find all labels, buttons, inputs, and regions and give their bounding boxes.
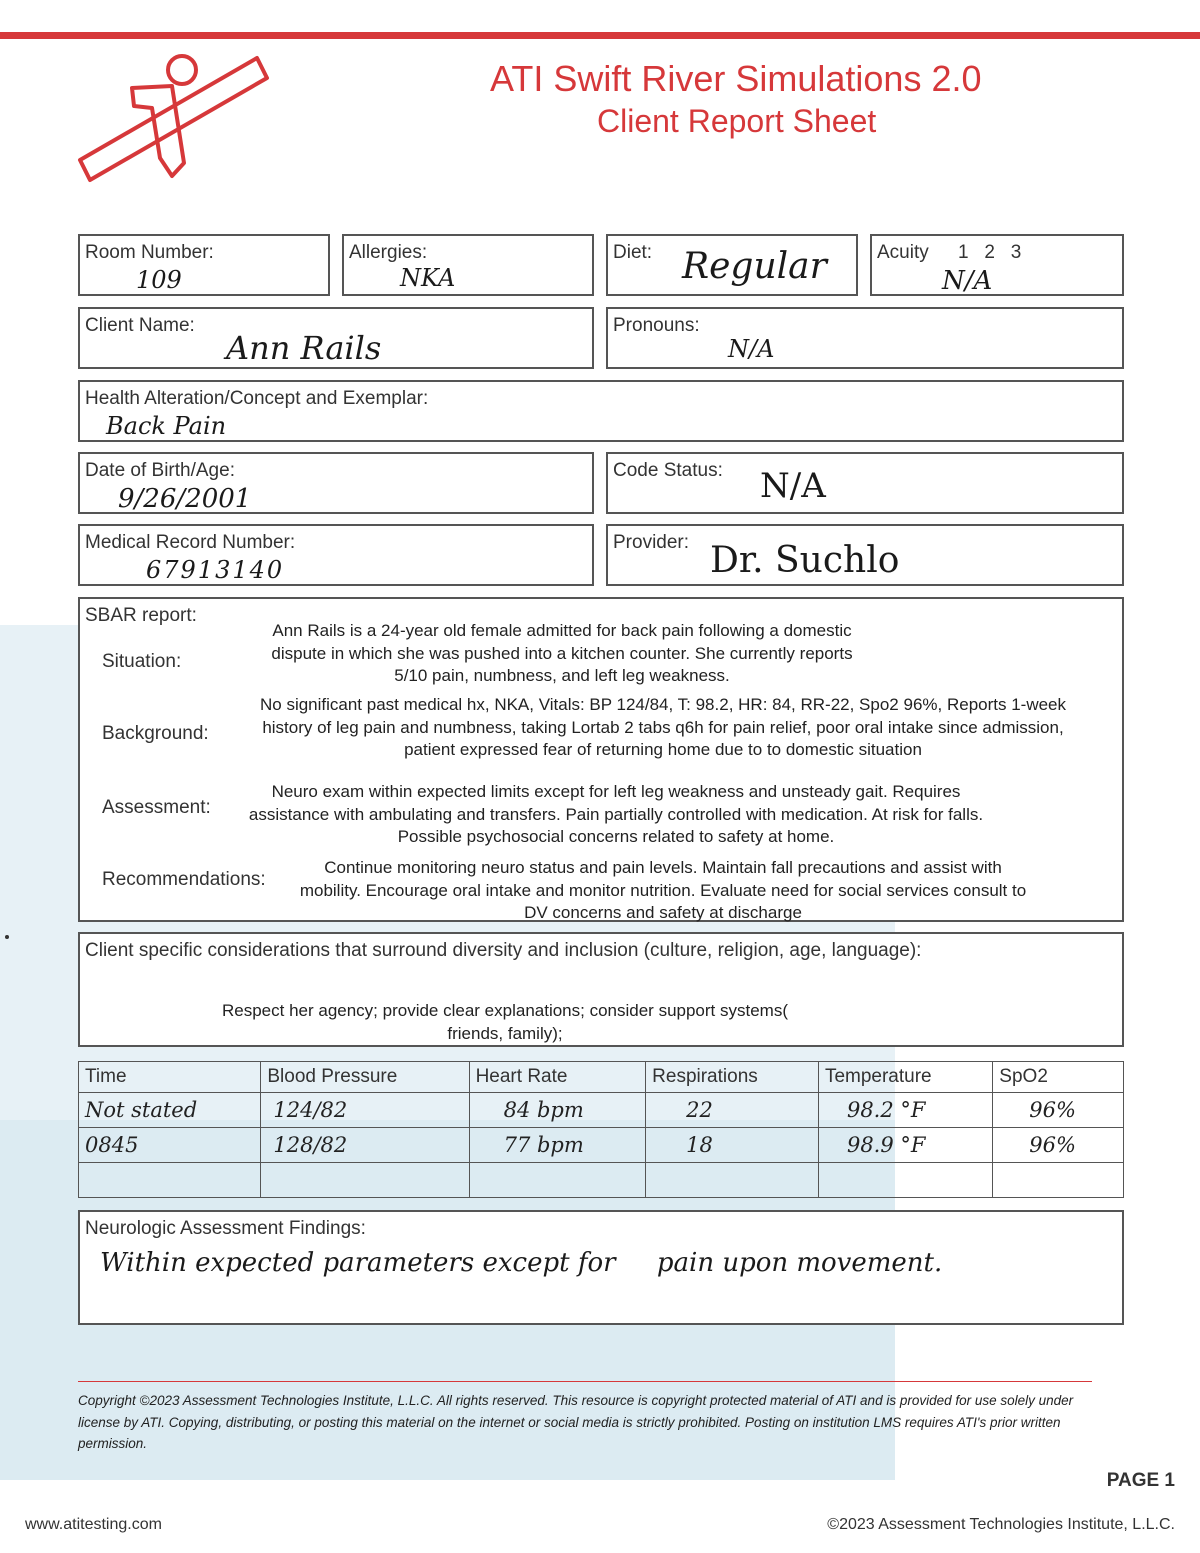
- acuity-value: N/A: [942, 266, 993, 296]
- vitals-cell[interactable]: [79, 1163, 261, 1198]
- dob-box[interactable]: [78, 452, 594, 514]
- allergies-box[interactable]: [342, 234, 594, 296]
- room-number-value: 109: [136, 266, 182, 294]
- sbar-label: SBAR report:: [85, 605, 197, 626]
- background-label: Background:: [102, 723, 209, 744]
- website-link[interactable]: www.atitesting.com: [25, 1516, 162, 1533]
- page-number: PAGE 1: [1106, 1470, 1175, 1491]
- situation-text: Ann Rails is a 24-year old female admitted for back pain following a domestic dispute in which she was pushed into a kitchen counter. She currently reports 5/10 pain, numbness, and left leg weakness.: [271, 621, 853, 685]
- document-title: ATI Swift River Simulations 2.0: [490, 58, 982, 99]
- diet-label: Diet:: [613, 242, 653, 263]
- vitals-cell[interactable]: 96%: [993, 1093, 1124, 1128]
- pronouns-box[interactable]: [606, 307, 1124, 369]
- code-status-value: N/A: [760, 466, 826, 506]
- diet-value: Regular: [682, 246, 827, 287]
- ati-logo-icon: [72, 48, 272, 188]
- acuity-label: Acuity: [877, 242, 929, 263]
- vitals-cell[interactable]: 98.9 °F: [818, 1128, 992, 1163]
- vitals-header-bp: Blood Pressure: [261, 1062, 469, 1093]
- acuity-box[interactable]: [870, 234, 1124, 296]
- header-rule: [0, 32, 1200, 39]
- client-name-box[interactable]: [78, 307, 594, 369]
- allergies-label: Allergies:: [349, 242, 428, 263]
- room-number-box[interactable]: [78, 234, 330, 296]
- recommendations-label: Recommendations:: [102, 869, 266, 890]
- vitals-cell[interactable]: 128/82: [261, 1128, 469, 1163]
- code-status-label: Code Status:: [613, 460, 723, 481]
- diet-box[interactable]: [606, 234, 858, 296]
- provider-label: Provider:: [613, 532, 690, 553]
- dob-label: Date of Birth/Age:: [85, 460, 235, 481]
- health-alteration-value: Back Pain: [106, 412, 227, 440]
- table-row: [79, 1093, 1124, 1128]
- vitals-cell[interactable]: 18: [646, 1128, 819, 1163]
- footer-rule: [78, 1381, 1092, 1382]
- mrn-value: 67913140: [146, 556, 285, 584]
- vitals-cell[interactable]: 98.2 °F: [818, 1093, 992, 1128]
- diversity-text: Respect her agency; provide clear explanations; consider support systems( friends, family);: [221, 1001, 788, 1043]
- vitals-cell[interactable]: [261, 1163, 469, 1198]
- allergies-value: NKA: [400, 264, 456, 292]
- vitals-header-resp: Respirations: [646, 1062, 819, 1093]
- health-alteration-label: Health Alteration/Concept and Exemplar:: [85, 388, 429, 409]
- situation-label: Situation:: [102, 651, 182, 672]
- table-row: [79, 1128, 1124, 1163]
- pronouns-value: N/A: [728, 335, 775, 363]
- margin-dot: [5, 935, 9, 939]
- document-subtitle: Client Report Sheet: [597, 103, 877, 139]
- pronouns-label: Pronouns:: [613, 315, 700, 336]
- vitals-cell[interactable]: 124/82: [261, 1093, 469, 1128]
- neuro-value: Within expected parameters except for pain upon movement.: [100, 1248, 943, 1278]
- diversity-box[interactable]: [78, 932, 1124, 1047]
- client-name-value: Ann Rails: [226, 329, 382, 367]
- diversity-label: Client specific considerations that surround diversity and inclusion (culture, religion, age, language):: [85, 940, 922, 961]
- assessment-label: Assessment:: [102, 797, 211, 818]
- vitals-cell[interactable]: [818, 1163, 992, 1198]
- dob-value: 9/26/2001: [118, 484, 252, 514]
- neuro-box[interactable]: [78, 1210, 1124, 1325]
- vitals-header-temp: Temperature: [818, 1062, 992, 1093]
- sbar-box[interactable]: [78, 597, 1124, 922]
- health-alteration-box[interactable]: [78, 380, 1124, 442]
- vitals-header-time: Time: [79, 1062, 261, 1093]
- vitals-cell[interactable]: 22: [646, 1093, 819, 1128]
- copyright-notice: Copyright ©2023 Assessment Technologies Institute, L.L.C. All rights reserved. This resource is copyright protected material of ATI and is provided for use solely under license by ATI. Copying, distributing, or posting this material on the internet or social media is strictly prohibited. Posting on institution LMS requires ATI's prior written permission.: [78, 1393, 1074, 1451]
- vitals-header-spo2: SpO2: [993, 1062, 1124, 1093]
- vitals-cell[interactable]: 77 bpm: [469, 1128, 646, 1163]
- vitals-cell[interactable]: 0845: [79, 1128, 261, 1163]
- acuity-levels: 1 2 3: [958, 242, 1022, 263]
- room-number-label: Room Number:: [85, 242, 214, 263]
- vitals-cell[interactable]: 96%: [993, 1128, 1124, 1163]
- provider-box[interactable]: [606, 524, 1124, 586]
- company-notice: ©2023 Assessment Technologies Institute, L.L.C.: [827, 1516, 1175, 1533]
- provider-value: Dr. Suchlo: [710, 540, 900, 581]
- table-row: [79, 1163, 1124, 1198]
- vitals-cell[interactable]: 84 bpm: [469, 1093, 646, 1128]
- vitals-cell[interactable]: [646, 1163, 819, 1198]
- neuro-label: Neurologic Assessment Findings:: [85, 1218, 366, 1239]
- mrn-box[interactable]: [78, 524, 594, 586]
- vitals-header-row: [79, 1062, 1124, 1093]
- background-text: No significant past medical hx, NKA, Vitals: BP 124/84, T: 98.2, HR: 84, RR-22, Spo2 96%, Reports 1-week history of leg pain and numbness, taking Lortab 2 tabs q6h for pain relief, poor oral intake since admission, patient expressed fear of returning home due to to domestic situation: [259, 695, 1067, 759]
- assessment-text: Neuro exam within expected limits except for left leg weakness and unsteady gait. Requires assistance with ambulating and transfers. Pain partially controlled with medication. At risk for falls. Possible psychosocial concerns related to safety at home.: [248, 782, 984, 846]
- recommendations-text: Continue monitoring neuro status and pain levels. Maintain fall precautions and assist with mobility. Encourage oral intake and monitor nutrition. Evaluate need for social services consult to DV concerns and safety at discharge: [299, 858, 1027, 922]
- vitals-cell[interactable]: [469, 1163, 646, 1198]
- vitals-table: [78, 1061, 1124, 1198]
- vitals-cell[interactable]: [993, 1163, 1124, 1198]
- vitals-cell[interactable]: Not stated: [79, 1093, 261, 1128]
- vitals-header-hr: Heart Rate: [469, 1062, 646, 1093]
- code-status-box[interactable]: [606, 452, 1124, 514]
- mrn-label: Medical Record Number:: [85, 532, 296, 553]
- client-name-label: Client Name:: [85, 315, 195, 336]
